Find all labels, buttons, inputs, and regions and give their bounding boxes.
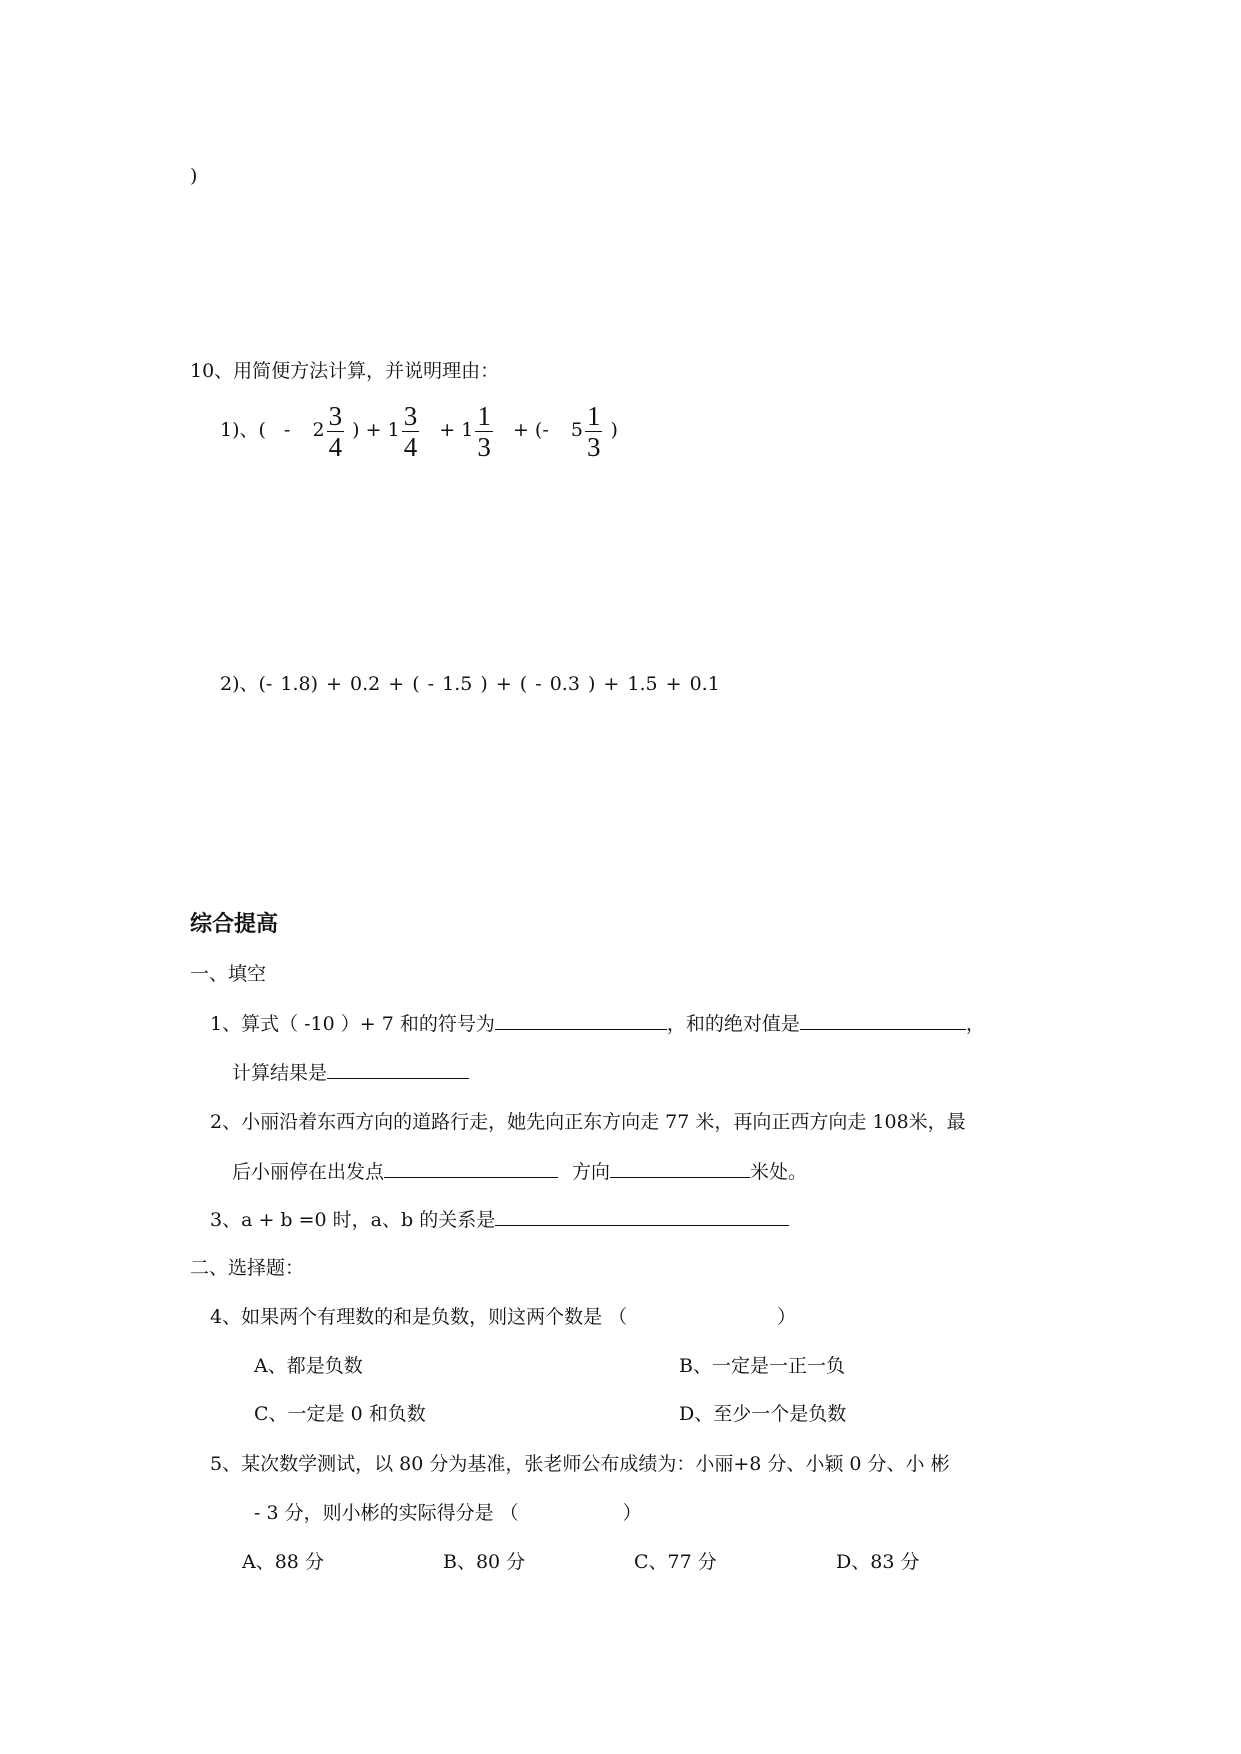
q10-part1-expression <box>220 400 618 462</box>
q10-p1-whole-3: 1 <box>461 419 474 441</box>
fraction-3-denominator: 3 <box>477 431 491 462</box>
q3-line <box>210 1207 789 1232</box>
q5-stem2-text: - 3 分，则小彬的实际得分是 （ <box>254 1502 519 1524</box>
q5-stem-line1: 5、某次数学测试，以 80 分为基准，张老师公布成绩为：小丽+8 分、小颖 0 分、小 彬 <box>210 1453 950 1475</box>
q10-p1-whole-4: 5 <box>570 419 583 441</box>
section-heading: 综合提高 <box>190 912 279 937</box>
part2-heading: 二、选择题： <box>190 1257 305 1279</box>
q1-text-c: ， <box>965 1013 985 1035</box>
q3-blank-relation[interactable] <box>495 1207 789 1226</box>
q4-option-c[interactable]: C、一定是 0 和负数 <box>254 1403 426 1425</box>
q3-text-a: 3、a + b =0 时，a、b 的关系是 <box>210 1209 496 1231</box>
q5-option-d[interactable]: D、83 分 <box>836 1551 920 1573</box>
q10-p1-lparen-4: (- <box>534 419 549 441</box>
part1-heading: 一、填空 <box>190 963 267 985</box>
q1-line2 <box>232 1060 469 1085</box>
q5-option-c[interactable]: C、77 分 <box>634 1551 717 1573</box>
fraction-1-denominator: 4 <box>328 431 343 462</box>
q10-p1-plus-3: + <box>512 419 529 441</box>
q2-blank-distance[interactable] <box>610 1159 750 1178</box>
fraction-2-numerator: 3 <box>403 400 418 431</box>
q10-part2-expression: 2)、(- 1.8) + 0.2 + ( - 1.5 ) + ( - 0.3 ) + 1.5 + 0.1 <box>220 673 720 695</box>
q10-p1-minus: - <box>284 419 291 441</box>
q10-p1-rparen: ) <box>352 419 360 441</box>
q5-option-a[interactable]: A、88 分 <box>242 1551 324 1573</box>
fraction-3-numerator: 1 <box>477 400 491 431</box>
q10-p1-whole-2: 1 <box>387 419 400 441</box>
q4-option-d[interactable]: D、至少一个是负数 <box>679 1403 847 1425</box>
q2-text-c: 方向 <box>572 1161 611 1183</box>
fraction-2-denominator: 4 <box>403 431 418 462</box>
q4-stem-text: 4、如果两个有理数的和是负数，则这两个数是 （ <box>210 1306 628 1328</box>
q1-blank-sign[interactable] <box>495 1011 667 1030</box>
fraction-1 <box>327 401 345 462</box>
q2-line1: 2、小丽沿着东西方向的道路行走，她先向正东方向走 77 米，再向正西方向走 108米，最 <box>210 1111 966 1133</box>
q10-p1-rparen-4: ) <box>610 419 618 441</box>
q4-option-a[interactable]: A、都是负数 <box>254 1355 363 1377</box>
q5-stem-line2 <box>254 1501 642 1525</box>
q2-text-d: 米处。 <box>750 1161 808 1183</box>
q10-p1-plus-1: + <box>365 419 382 441</box>
q2-blank-direction[interactable] <box>384 1159 558 1178</box>
q4-option-b[interactable]: B、一定是一正一负 <box>679 1355 845 1377</box>
fraction-3 <box>475 401 493 462</box>
continued-paren: ) <box>190 165 198 187</box>
q1-text-d: 计算结果是 <box>232 1062 328 1084</box>
q10-title: 10、用简便方法计算，并说明理由： <box>190 360 500 382</box>
q10-p1-label: 1)、( <box>220 419 266 441</box>
q5-option-b[interactable]: B、80 分 <box>443 1551 526 1573</box>
q1-line1 <box>210 1011 985 1036</box>
q1-blank-result[interactable] <box>327 1060 469 1079</box>
q1-text-b: ，和的绝对值是 <box>666 1013 800 1035</box>
q1-blank-absolute[interactable] <box>800 1011 966 1030</box>
q2-line2 <box>232 1159 807 1184</box>
q1-text-a: 1、算式（ -10 ）+ 7 和的符号为 <box>210 1013 495 1035</box>
fraction-1-numerator: 3 <box>328 400 343 431</box>
fraction-2 <box>402 401 420 462</box>
q10-p1-whole-1: 2 <box>312 419 325 441</box>
fraction-4-denominator: 3 <box>586 431 601 462</box>
q4-close-paren: ） <box>777 1306 797 1328</box>
q10-p1-plus-2: + <box>439 419 456 441</box>
fraction-4 <box>585 401 603 462</box>
fraction-4-numerator: 1 <box>586 400 601 431</box>
q4-stem <box>210 1305 796 1329</box>
q5-close-paren: ） <box>622 1502 642 1524</box>
q2-text-b: 后小丽停在出发点 <box>232 1161 385 1183</box>
